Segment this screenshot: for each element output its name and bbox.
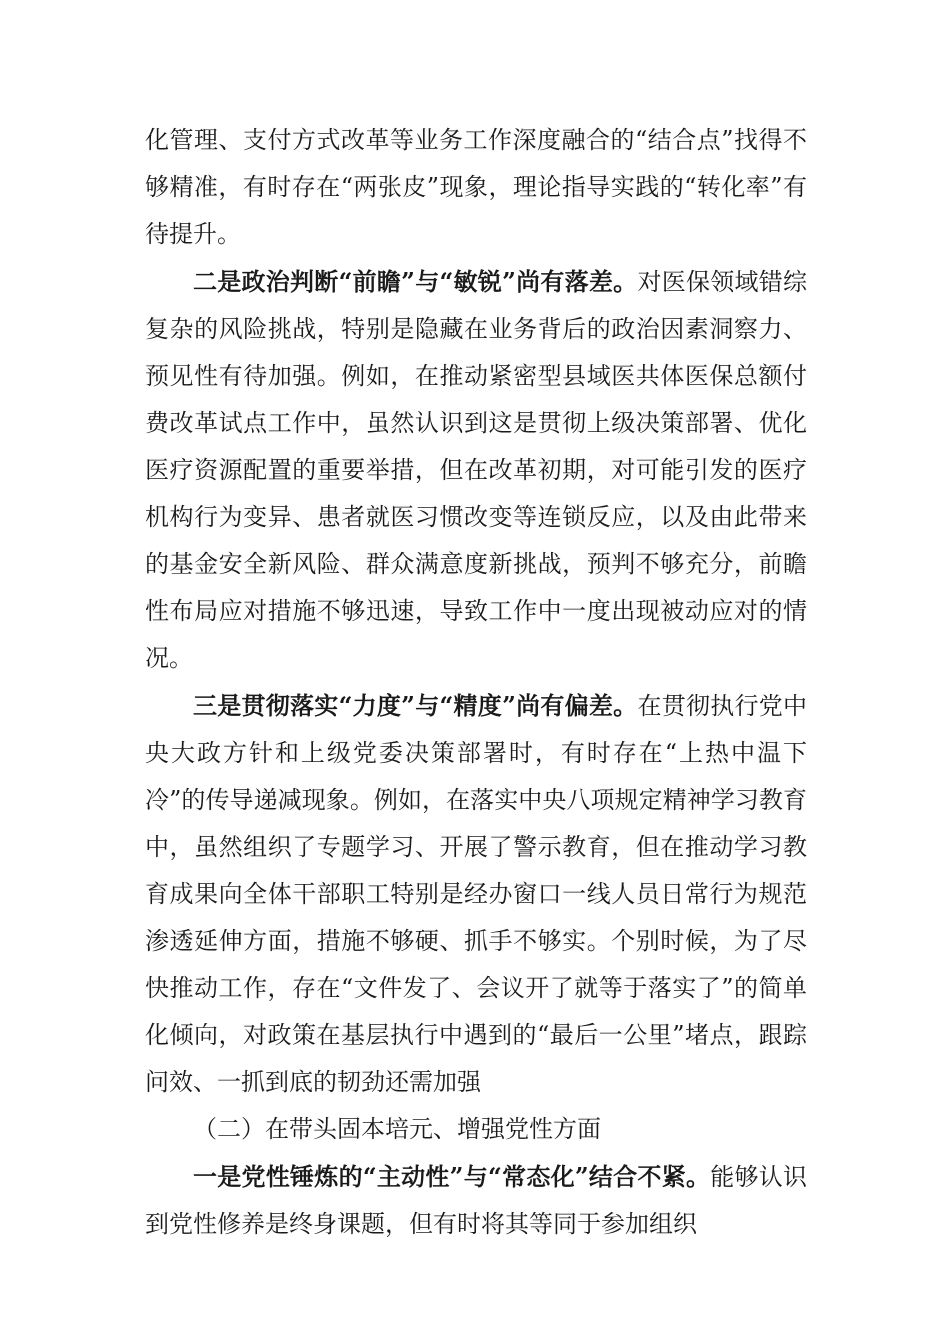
paragraph-text: 能够认识到党性修养是终身课题，但有时将其等同于参加组织 [145, 1163, 808, 1238]
paragraph-text: 对医保领域错综复杂的风险挑战，特别是隐藏在业务背后的政治因素洞察力、预见性有待加强。例如，在推动紧密型县域医共体医保总额付费改革试点工作中，虽然认识到这是贯彻上级决策部署、优化医疗资源配置的重要举措，但在改革初期，对可能引发的医疗机构行为变异、患者就医习惯改变等连锁反应，以及由此带来的基金安全新风险、群众满意度新挑战，预判不够充分，前瞻性布局应对措施不够迅速，导致工作中一度出现被动应对的情况。 [145, 268, 808, 672]
paragraph-party-spirit [145, 1153, 807, 1248]
paragraph-lead: 三是贯彻落实“力度”与“精度”尚有偏差。 [193, 691, 638, 720]
paragraph-text: 化管理、支付方式改革等业务工作深度融合的“结合点”找得不够精准，有时存在“两张皮”现象，理论指导实践的“转化率”有待提升。 [145, 126, 807, 248]
document-body [145, 117, 807, 1248]
paragraph-political-judgment [145, 258, 807, 682]
paragraph-lead: 一是党性锤炼的“主动性”与“常态化”结合不紧。 [193, 1162, 711, 1191]
paragraph-continuation [145, 117, 807, 258]
paragraph-implementation [145, 682, 807, 1106]
paragraph-lead: 二是政治判断“前瞻”与“敏锐”尚有落差。 [193, 267, 638, 296]
section-heading: （二）在带头固本培元、增强党性方面 [193, 1115, 601, 1143]
paragraph-text: 在贯彻执行党中央大政方针和上级党委决策部署时，有时存在“上热中温下冷”的传导递减现象。例如，在落实中央八项规定精神学习教育中，虽然组织了专题学习、开展了警示教育，但在推动学习教育成果向全体干部职工特别是经办窗口一线人员日常行为规范渗透延伸方面，措施不够硬、抓手不够实。个别时候，为了尽快推动工作，存在“文件发了、会议开了就等于落实了”的简单化倾向，对政策在基层执行中遇到的“最后一公里”堵点，跟踪问效、一抓到底的韧劲还需加强 [145, 692, 808, 1096]
